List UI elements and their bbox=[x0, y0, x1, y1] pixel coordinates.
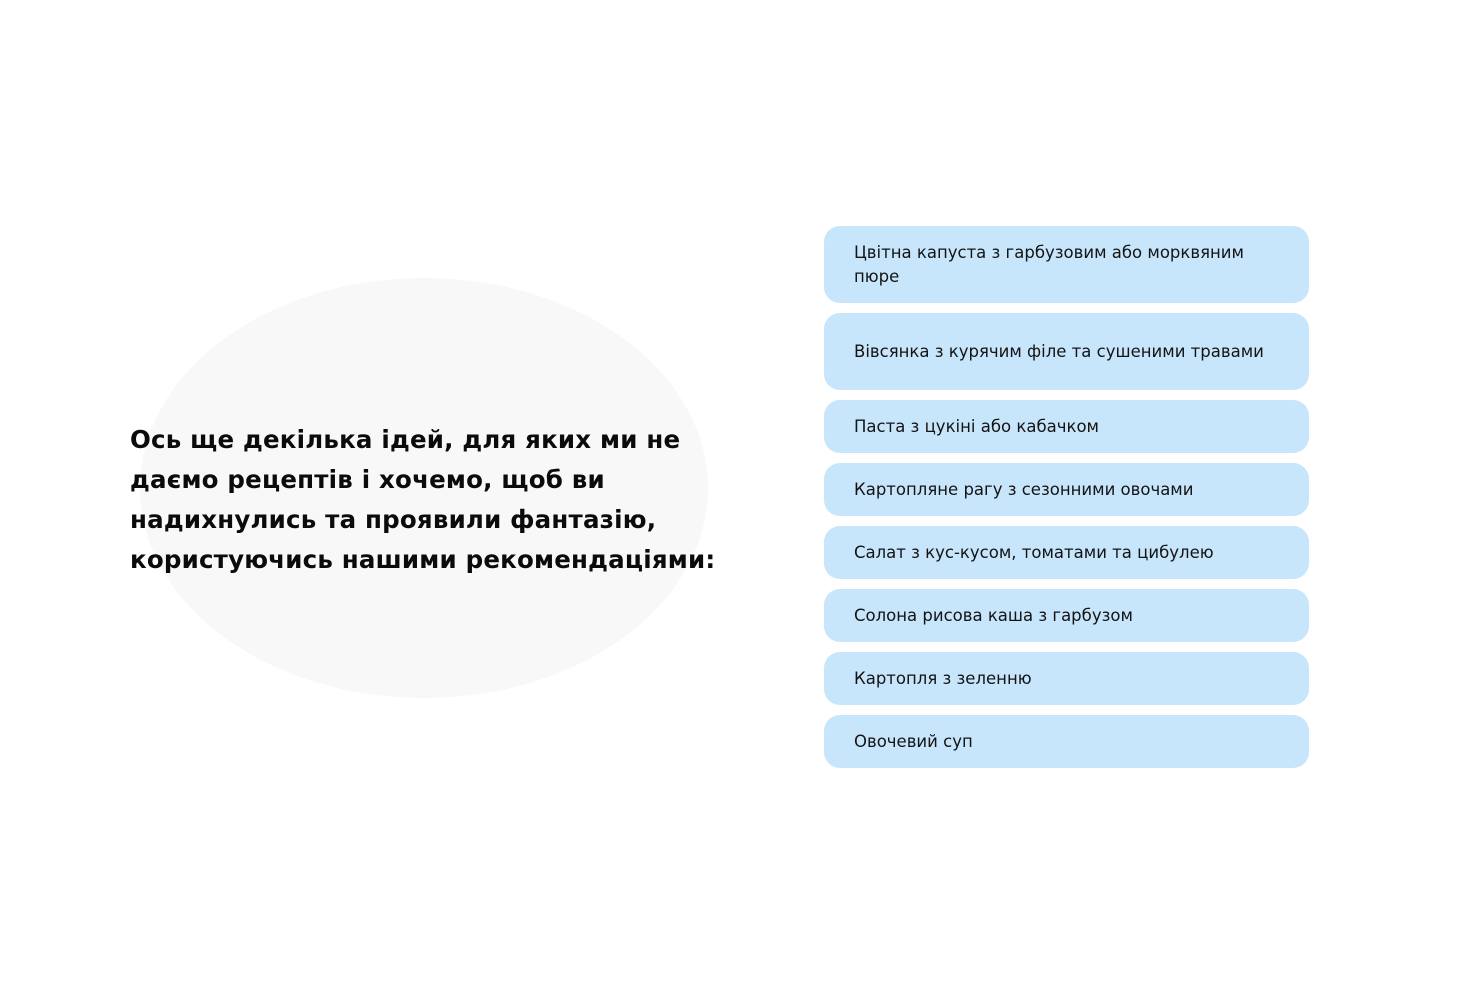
idea-item-potato-stew bbox=[824, 463, 1309, 516]
idea-label: Солона рисова каша з гарбузом bbox=[854, 606, 1133, 625]
idea-item-vegetable-soup bbox=[824, 715, 1309, 768]
idea-item-pasta bbox=[824, 400, 1309, 453]
ideas-list bbox=[824, 226, 1309, 778]
idea-label: Овочевий суп bbox=[854, 732, 973, 751]
idea-label: Салат з кус-кусом, томатами та цибулею bbox=[854, 543, 1214, 562]
idea-item-couscous-salad bbox=[824, 526, 1309, 579]
idea-label: Цвітна капуста з гарбузовим або морквяним пюре bbox=[854, 243, 1244, 286]
idea-label: Паста з цукіні або кабачком bbox=[854, 417, 1099, 436]
intro-text: Ось ще декілька ідей, для яких ми не даємо рецептів і хочемо, щоб ви надихнулись та проявили фантазію, користуючись нашими рекомендаціями: bbox=[130, 425, 716, 574]
idea-label: Картопляне рагу з сезонними овочами bbox=[854, 480, 1194, 499]
idea-item-cauliflower bbox=[824, 226, 1309, 303]
idea-item-rice-porridge bbox=[824, 589, 1309, 642]
idea-item-oatmeal bbox=[824, 313, 1309, 390]
idea-label: Картопля з зеленню bbox=[854, 669, 1032, 688]
idea-label: Вівсянка з курячим філе та сушеними травами bbox=[854, 342, 1264, 361]
idea-item-potato-greens bbox=[824, 652, 1309, 705]
